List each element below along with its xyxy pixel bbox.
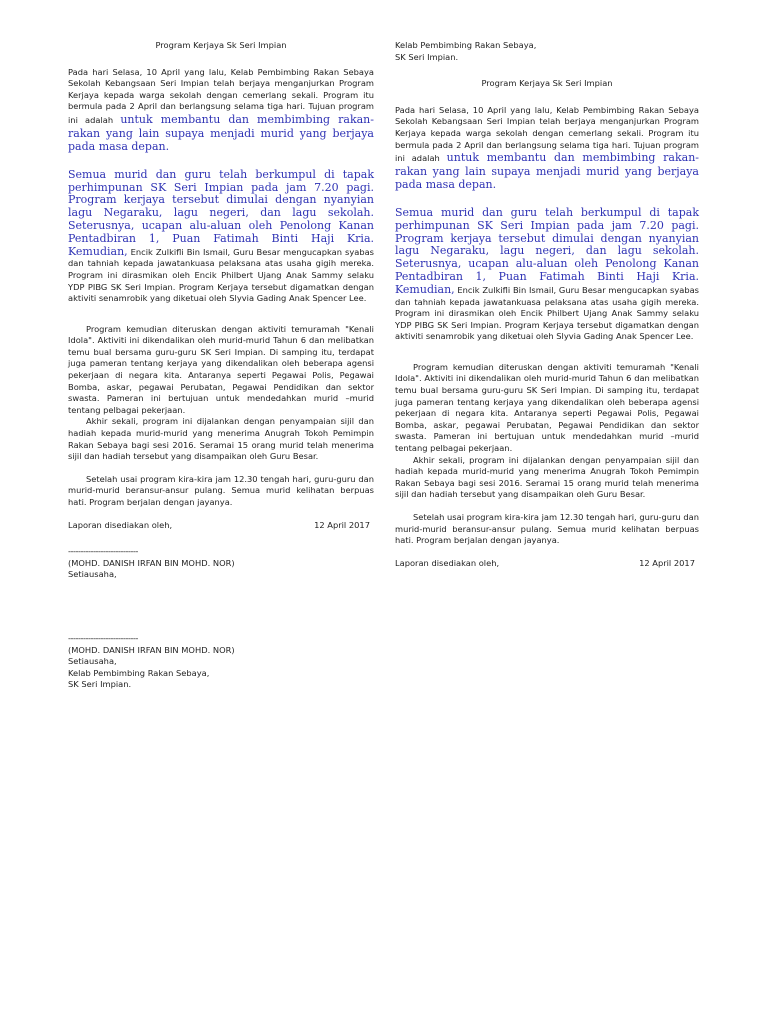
bottom-signature-role: Setiausaha, <box>68 656 117 667</box>
left-paragraph-1 <box>68 67 374 154</box>
right-report-by: Laporan disediakan oleh, <box>395 557 500 568</box>
left-signature-name: (MOHD. DANISH IRFAN BIN MOHD. NOR) <box>68 557 235 568</box>
left-p1-text: Pada hari Selasa, 10 April yang lalu, Kelab Pembimbing Rakan Sebaya Sekolah Kebangsaan Seri Impian telah berjaya menganjurkan Program Kerjaya kepada warga sekolah dengan cemerlang sekali. Program itu bermula pada 2 April dan berlangsung selama tiga hari. Tujuan program ini adalah <box>68 66 374 125</box>
right-paragraph-5: Setelah usai program kira-kira jam 12.30 tengah hari, guru-guru dan murid-murid beransur-ansur pulang. Semua murid kelihatan berpuas hati. Program berjalan dengan jayanya. <box>395 512 699 546</box>
right-report-date: 12 April 2017 <box>639 557 695 568</box>
left-paragraph-2 <box>68 169 374 305</box>
left-paragraph-3: Program kemudian diteruskan dengan aktiviti temuramah "Kenali Idola". Aktiviti ini dikendalikan oleh murid-murid Tahun 6 dan melibatkan temu bual bersama guru-guru SK Seri Impian. Di samping itu, terdapat juga pameran tentang kerjaya yang dikendalikan oleh beberapa agensi pekerjaan di negara kita. Antaranya seperti Pegawai Polis, Pegawai Bomba, askar, pegawai Perubatan, Pegawai Pendidikan dan sektor swasta. Pameran ini bertujuan untuk mendedahkan murid –murid tentang pelbagai pekerjaan. <box>68 323 374 415</box>
left-report-date: 12 April 2017 <box>314 519 370 530</box>
bottom-signature-block <box>68 633 374 691</box>
left-title: Program Kerjaya Sk Seri Impian <box>155 40 287 50</box>
bottom-signature-school: SK Seri Impian. <box>68 679 132 690</box>
right-report-row <box>395 558 699 570</box>
left-column <box>68 40 374 581</box>
left-paragraph-5: Setelah usai program kira-kira jam 12.30 tengah hari, guru-guru dan murid-murid beransur-ansur pulang. Semua murid kelihatan berpuas hati. Program berjalan dengan jayanya. <box>68 473 374 508</box>
bottom-signature-name: (MOHD. DANISH IRFAN BIN MOHD. NOR) <box>68 644 235 655</box>
left-signature-role: Setiausaha, <box>68 569 117 580</box>
right-paragraph-1 <box>395 105 699 192</box>
bottom-signature-line: ---------------------------- <box>68 633 138 643</box>
right-paragraph-2 <box>395 207 699 343</box>
right-p1-text: Pada hari Selasa, 10 April yang lalu, Kelab Pembimbing Rakan Sebaya Sekolah Kebangsaan Seri Impian telah berjaya menganjurkan Program Kerjaya kepada warga sekolah dengan cemerlang sekali. Program itu bermula pada 2 April dan berlangsung selama tiga hari. Tujuan program ini adalah <box>395 104 699 164</box>
bottom-signature-club: Kelab Pembimbing Rakan Sebaya, <box>68 667 210 678</box>
right-p2-text: Encik Zulkifli Bin Ismail, Guru Besar mengucapkan syabas dan tahniah kepada jawatankuasa pelaksana atas usaha gigih mereka. Program ini dirasmikan oleh Encik Philbert Ujang Anak Sammy selaku YDP PIBG SK Seri Impian. Program Kerjaya tersebut digamatkan dengan aktiviti senamrobik yang diketuai oleh Slyvia Gading Anak Spencer Lee. <box>395 284 699 342</box>
right-p2-highlight: Semua murid dan guru telah berkumpul di tapak perhimpunan SK Seri Impian pada jam 7.20 pagi. Program kerjaya tersebut dimulai dengan nyanyian lagu Negaraku, lagu negeri, dan lagu sekolah. Seterusnya, ucapan alu-aluan oleh Penolong Kanan Pentadbiran 1, Puan Fatimah Binti Haji Kria. Kemudian, <box>395 205 699 296</box>
left-paragraph-4: Akhir sekali, program ini dijalankan dengan penyampaian sijil dan hadiah kepada murid-murid yang menerima Anugrah Tokoh Pemimpin Rakan Sebaya bagi sesi 2016. Seramai 15 orang murid telah menerima sijil dan hadiah tersebut yang disampaikan oleh Guru Besar. <box>68 416 374 462</box>
right-column <box>395 40 699 569</box>
left-p1-highlight: untuk membantu dan membimbing rakan-rakan yang lain supaya menjadi murid yang berjaya pada masa depan. <box>68 112 374 154</box>
left-p2-text: Encik Zulkifli Bin Ismail, Guru Besar mengucapkan syabas dan tahniah kepada jawatankuasa pelaksana atas usaha gigih mereka. Program ini dirasmikan oleh Encik Philbert Ujang Anak Sammy selaku YDP PIBG SK Seri Impian. Program Kerjaya tersebut digamatkan dengan aktiviti senamrobik yang diketuai oleh Slyvia Gading Anak Spencer Lee. <box>68 246 374 304</box>
right-paragraph-3: Program kemudian diteruskan dengan aktiviti temuramah "Kenali Idola". Aktiviti ini dikendalikan oleh murid-murid Tahun 6 dan melibatkan temu bual bersama guru-guru SK Seri Impian. Di samping itu, terdapat juga pameran tentang kerjaya yang dikendalikan oleh beberapa agensi pekerjaan di negara kita. Antaranya seperti Pegawai Polis, Pegawai Bomba, askar, pegawai Perubatan, Pegawai Pendidikan dan sektor swasta. Pameran ini bertujuan untuk mendedahkan murid –murid tentang pelbagai pekerjaan. <box>395 361 699 454</box>
left-signature-line: ---------------------------- <box>68 546 138 557</box>
right-paragraph-4: Akhir sekali, program ini dijalankan dengan penyampaian sijil dan hadiah kepada murid-murid yang menerima Anugrah Tokoh Pemimpin Rakan Sebaya bagi sesi 2016. Seramai 15 orang murid telah menerima sijil dan hadiah tersebut yang disampaikan oleh Guru Besar. <box>395 454 699 500</box>
right-school: SK Seri Impian. <box>395 51 459 62</box>
right-club: Kelab Pembimbing Rakan Sebaya, <box>395 40 537 50</box>
right-title: Program Kerjaya Sk Seri Impian <box>481 78 613 89</box>
right-p1-highlight: untuk membantu dan membimbing rakan-rakan yang lain supaya menjadi murid yang berjaya pada masa depan. <box>395 151 699 192</box>
left-p2-highlight: Semua murid dan guru telah berkumpul di tapak perhimpunan SK Seri Impian pada jam 7.20 pagi. Program kerjaya tersebut dimulai dengan nyanyian lagu Negaraku, lagu negeri, dan lagu sekolah. Seterusnya, ucapan alu-aluan oleh Penolong Kanan Pentadbiran 1, Puan Fatimah Binti Haji Kria. Kemudian, <box>68 167 374 258</box>
left-report-row <box>68 520 374 532</box>
left-report-by: Laporan disediakan oleh, <box>68 519 173 530</box>
